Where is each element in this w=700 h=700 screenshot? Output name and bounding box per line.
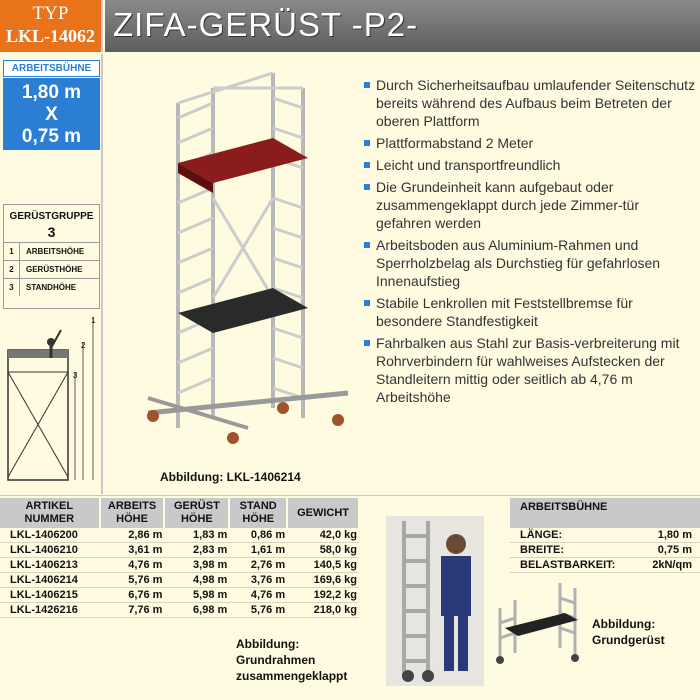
mark-3: 3 xyxy=(73,371,78,380)
list-item: Plattformabstand 2 Meter xyxy=(362,134,697,152)
platform-spec-box xyxy=(510,498,700,573)
legend-num: 3 xyxy=(4,279,20,296)
caption-line: Grundgerüst xyxy=(592,633,665,647)
table-row: LKL-1406213 4,76 m 3,98 m 2,76 m 140,5 kg xyxy=(0,558,359,573)
col-article: ARTIKEL NUMMER xyxy=(0,498,100,528)
legend-row xyxy=(4,278,99,296)
scaffold-group-label: GERÜSTGRUPPE xyxy=(9,211,94,222)
article-table xyxy=(0,498,360,618)
platform-dimensions xyxy=(3,78,100,150)
col-weight: GEWICHT xyxy=(287,498,359,528)
table-row: LKL-1406200 2,86 m 1,83 m 0,86 m 42,0 kg xyxy=(0,528,359,543)
type-label: TYP xyxy=(32,3,69,24)
list-item: Leicht und transportfreundlich xyxy=(362,156,697,174)
platform-label: ARBEITSBÜHNE xyxy=(3,60,100,77)
list-item: Stabile Lenkrollen mit Feststellbremse für besondere Standfestigkeit xyxy=(362,294,697,330)
col-work-height: ARBEITS HÖHE xyxy=(100,498,165,528)
legend-text: GERÜSTHÖHE xyxy=(26,265,83,274)
list-item: Arbeitsboden aus Aluminium-Rahmen und Sperrholzbelag als Durchstieg für gefahrlosen Innenaufstieg xyxy=(362,236,697,290)
caption-line: zusammengeklappt xyxy=(236,669,348,683)
list-item: Die Grundeinheit kann aufgebaut oder zusammengeklappt durch jede Zimmer-tür gefahren werden xyxy=(362,178,697,232)
platform-width: 0,75 m xyxy=(21,126,82,147)
table-row: LKL-1406214 5,76 m 4,98 m 3,76 m 169,6 kg xyxy=(0,573,359,588)
type-code: LKL-14062 xyxy=(5,26,95,46)
scaffold-group-value: 3 xyxy=(47,224,56,240)
table-row: LKL-1406210 3,61 m 2,83 m 1,61 m 58,0 kg xyxy=(0,543,359,558)
platform-length: 1,80 m xyxy=(21,82,82,103)
folded-caption xyxy=(236,636,347,684)
caption-line: Grundrahmen xyxy=(236,653,316,667)
table-row: LKL-1406215 6,76 m 5,98 m 4,76 m 192,2 kg xyxy=(0,588,359,603)
platform-spec-header: ARBEITSBÜHNE xyxy=(510,498,700,528)
basic-scaffold-image xyxy=(490,578,585,668)
col-scaffold-height: GERÜST HÖHE xyxy=(164,498,229,528)
caption-line: Abbildung: xyxy=(236,637,300,651)
col-stand-height: STAND HÖHE xyxy=(229,498,287,528)
main-caption: Abbildung: LKL-1406214 xyxy=(160,470,301,484)
table-header-row xyxy=(0,498,359,528)
title-bar xyxy=(105,0,700,52)
legend-text: ARBEITSHÖHE xyxy=(26,247,85,256)
height-diagram xyxy=(3,312,103,492)
mark-1: 1 xyxy=(91,316,96,325)
list-item: Durch Sicherheitsaufbau umlaufender Seitenschutz bereits während des Aufbaus beim Betreten der oberen Plattform xyxy=(362,76,697,130)
legend-row xyxy=(4,260,99,278)
legend-text: STANDHÖHE xyxy=(26,283,77,292)
page-title: ZIFA-GERÜST -P2- xyxy=(113,6,419,43)
caption-line: Abbildung: xyxy=(592,617,656,631)
list-item: Fahrbalken aus Stahl zur Basis-verbreiterung mit Rohrverbindern für wahlweises Aufstecken der Standleitern mittig oder seitlich ab 4,76 m Arbeitshöhe xyxy=(362,334,697,406)
platform-x: X xyxy=(45,104,58,125)
table-row: LKL-1426216 7,76 m 6,98 m 5,76 m 218,0 kg xyxy=(0,603,359,618)
scaffold-main-image xyxy=(108,58,358,463)
basic-caption xyxy=(592,616,665,648)
folded-frame-photo xyxy=(386,516,484,686)
legend-row xyxy=(4,242,99,260)
spec-row: LÄNGE: 1,80 m xyxy=(510,528,700,543)
left-column xyxy=(0,54,103,494)
mark-2: 2 xyxy=(81,341,86,350)
section-divider xyxy=(0,495,700,496)
scaffold-group-box xyxy=(3,204,100,309)
legend-num: 2 xyxy=(4,261,20,278)
type-badge xyxy=(0,0,103,52)
feature-list xyxy=(362,76,697,410)
spec-row: BREITE: 0,75 m xyxy=(510,543,700,558)
spec-row: BELASTBARKEIT: 2kN/qm xyxy=(510,558,700,573)
legend-num: 1 xyxy=(4,243,20,260)
